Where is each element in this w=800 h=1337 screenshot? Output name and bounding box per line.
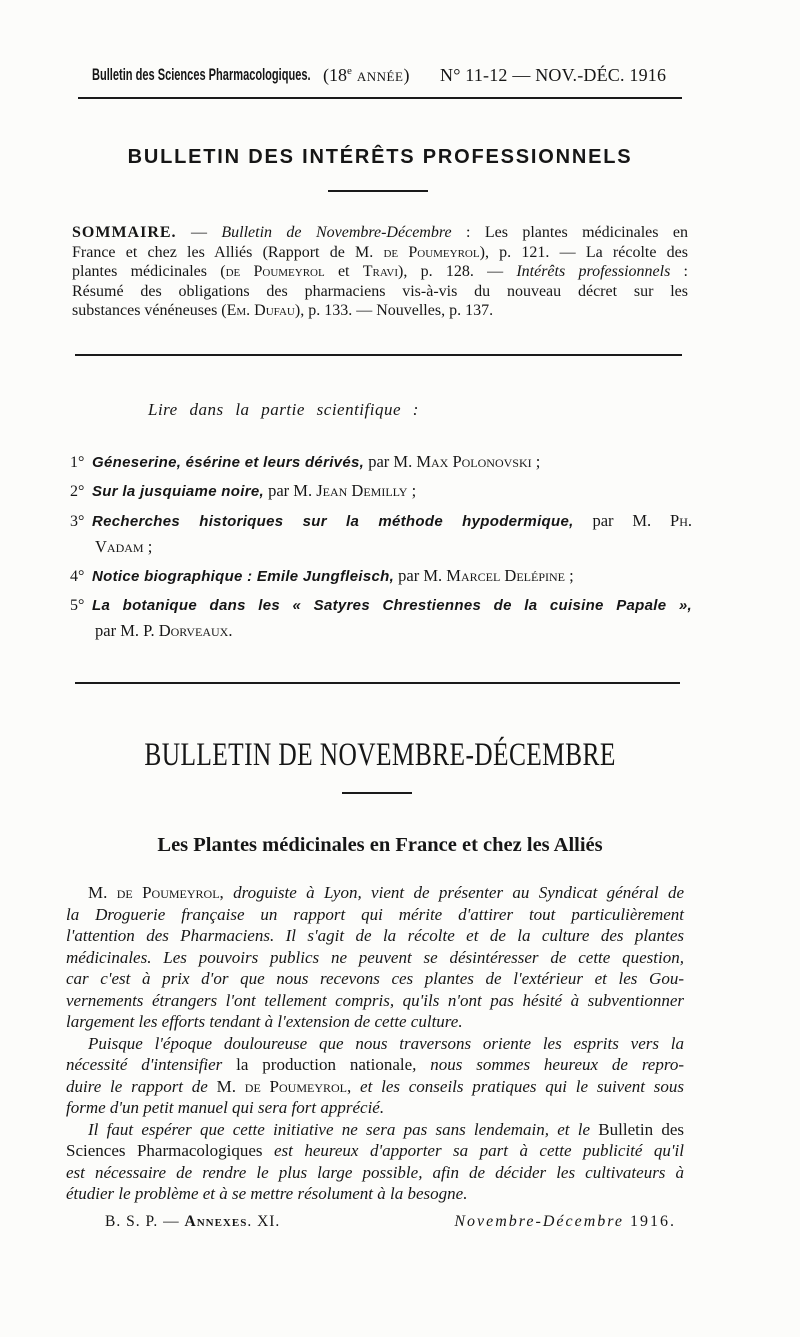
item-title: Recherches historiques sur la méthode hypodermique, [92,513,574,530]
item-author: Vadam [95,537,144,556]
sommaire-author: de Poumeyrol [383,243,480,261]
body-line [66,1033,684,1055]
article-section-title-text: BULLETIN DE NOVEMBRE-DÉCEMBRE [144,737,616,773]
sommaire-text: Intérêts professionnels [516,263,671,280]
body-text: vernements étrangers l'ont tellement compris, qu'ils n'ont pas hésité à subventionner [66,990,684,1010]
body-line [66,1011,684,1033]
item-title: Notice biographique : Emile Jungfleisch, [92,568,395,585]
sommaire-text: ), p. 121. — La récolte des [479,243,688,261]
body-text: est heureux d'apporter sa part à cette publicité qu'il [262,1141,684,1160]
reading-item [70,508,692,560]
body-text: Il faut espérer que cette initiative ne sera pas sans lendemain, et le [88,1119,599,1139]
body-line [66,882,684,904]
item-end: ; [565,566,574,585]
item-by: par M. [573,511,671,530]
sommaire [72,223,688,321]
header-rule [78,97,682,99]
reading-item-line [70,478,692,504]
reading-item-line [70,534,692,560]
section-divider [75,682,680,684]
sommaire-author: Em. Dufau [226,302,295,319]
sommaire-line [72,301,688,321]
sommaire-text: ), p. 133. — Nouvelles, p. 137. [294,302,494,319]
sommaire-line [72,262,688,282]
issue-number: N° 11-12 — NOV.-DÉC. 1916 [440,65,667,85]
item-author: Dorveaux [158,621,229,640]
sommaire-line [72,282,688,302]
body-line [66,1076,684,1098]
body-text: M. [88,883,117,902]
item-number: 4° [70,568,85,585]
article-body [66,882,684,1205]
sommaire-line [72,243,688,263]
body-text: la production nationale [236,1055,413,1074]
reading-item-line [70,449,692,475]
journal-name: Bulletin des Sciences Pharmacologiques. [92,65,311,84]
item-author: Marcel Delépine [446,566,565,585]
body-text: forme d'un petit manuel qui sera fort apprécié. [66,1098,385,1117]
sommaire-author: Travi [362,263,398,280]
title-rule [328,190,428,192]
body-line [66,1140,684,1162]
year-number: (18 [323,65,347,85]
item-number: 5° [70,597,85,614]
item-end: . [228,621,233,640]
sommaire-line [72,223,688,243]
reading-intro: Lire dans la partie scientifique : [148,400,419,419]
reading-item [70,563,692,589]
body-text: est nécessaire de rendre le plus large possible, afin de décider les cultivateurs à [66,1162,684,1182]
sommaire-text: Bulletin de Novembre-Décembre [221,224,452,241]
body-line [66,968,684,990]
body-text: médicinales. Les pouvoirs publics ne peuvent se désintéresser de cette question, [66,947,684,967]
body-line [66,1119,684,1141]
sommaire-text: plantes médicinales ( [72,263,226,280]
body-text: M. [216,1076,245,1096]
body-line [66,1183,684,1205]
sommaire-text: France et chez les Alliés (Rapport de M. [72,243,384,261]
article-title: Les Plantes médicinales en France et chez les Alliés [157,834,603,856]
article-section-title [40,735,720,781]
footer-text: Novembre-Décembre [454,1213,624,1230]
sommaire-text: ), p. 128. — [398,263,517,280]
reading-item-line [70,592,692,618]
body-text: car c'est à prix d'or que nous recevons ces plantes de l'extérieur et les Gou- [66,969,684,988]
sommaire-text: Résumé des obligations des pharmaciens vis-à-vis du nouveau décret sur les [72,282,688,300]
body-line [66,990,684,1012]
body-text: étudier le problème et à se mettre résolument à la besogne. [66,1184,468,1203]
page-footer-date [454,1211,676,1233]
body-line [66,1097,684,1119]
body-line [66,904,684,926]
sommaire-text: substances vénéneuses ( [72,302,227,319]
item-title: Géneserine, ésérine et leurs dérivés, [92,454,365,471]
item-author: Ph. [670,511,692,530]
item-by: par M. [394,566,447,585]
sommaire-text: — [176,224,222,241]
body-text: duire le rapport de [66,1076,217,1096]
footer-text: 1916. [624,1213,676,1230]
body-text: la Droguerie française un rapport qui mérite d'attirer tout particulièrement [66,904,684,924]
section-divider [75,354,682,356]
body-line [66,1054,684,1076]
year-label: année [356,65,404,85]
footer-text: Annexes [184,1213,248,1230]
sommaire-text: et [324,263,363,280]
sommaire-label: SOMMAIRE. [72,224,177,241]
item-author: Jean Demilly [316,481,408,500]
item-by: par M. [364,452,417,471]
body-author: de Poumeyrol [244,1076,348,1096]
item-end: ; [407,481,417,500]
item-title: La botanique dans les « Satyres Chrestiennes de la cuisine Papale », [92,597,692,614]
item-author: Max Polonovski [416,452,532,471]
item-by: par M. P. [95,621,159,640]
body-text: droguiste à Lyon, vient de présenter au Syndicat général de [233,883,685,902]
running-header [0,62,800,88]
reading-item-line [70,618,692,644]
body-text: , nous sommes heureux de repro- [412,1055,685,1074]
item-end: ; [143,537,153,556]
title-rule [342,792,412,794]
reading-item [70,449,692,475]
body-line [66,925,684,947]
item-number: 2° [70,483,85,500]
volume-year [323,62,409,88]
reading-item-line [70,508,692,534]
item-end: ; [531,452,541,471]
reading-item [70,478,692,504]
reading-item [70,592,692,644]
body-text: l'attention des Pharmaciens. Il s'agit de la récolte et de la culture des plantes [66,926,684,945]
body-text: nécessité d'intensifier [66,1055,237,1074]
year-ordinal: e [347,65,352,77]
item-title: Sur la jusquiame noire, [92,483,264,500]
body-text: , [219,883,234,902]
body-text: et les conseils pratiques qui le suivent sous [360,1076,684,1096]
body-line [66,947,684,969]
year-close: ) [403,65,410,85]
body-text: Bulletin des [598,1119,684,1139]
item-by: par M. [263,481,317,500]
item-number: 1° [70,454,85,471]
item-number: 3° [70,513,85,530]
body-text: Puisque l'époque douloureuse que nous traversons oriente les esprits vers la [88,1033,684,1053]
body-text: , [347,1076,361,1096]
page-footer-signature [105,1211,280,1233]
body-author: de Poumeyrol [116,883,220,902]
section-title: BULLETIN DES INTÉRÊTS PROFESSIONNELS [127,146,633,168]
reading-item-line [70,563,692,589]
body-text: largement les efforts tendant à l'extension de cette culture. [66,1012,463,1031]
footer-text: . XI. [247,1213,281,1230]
sommaire-text: : [670,263,689,280]
body-line [66,1162,684,1184]
footer-text: B. S. P. — [105,1213,185,1230]
body-text: Sciences Pharmacologiques [66,1141,263,1160]
sommaire-text: : Les plantes médicinales en [451,224,688,241]
sommaire-author: de Poumeyrol [225,263,325,280]
